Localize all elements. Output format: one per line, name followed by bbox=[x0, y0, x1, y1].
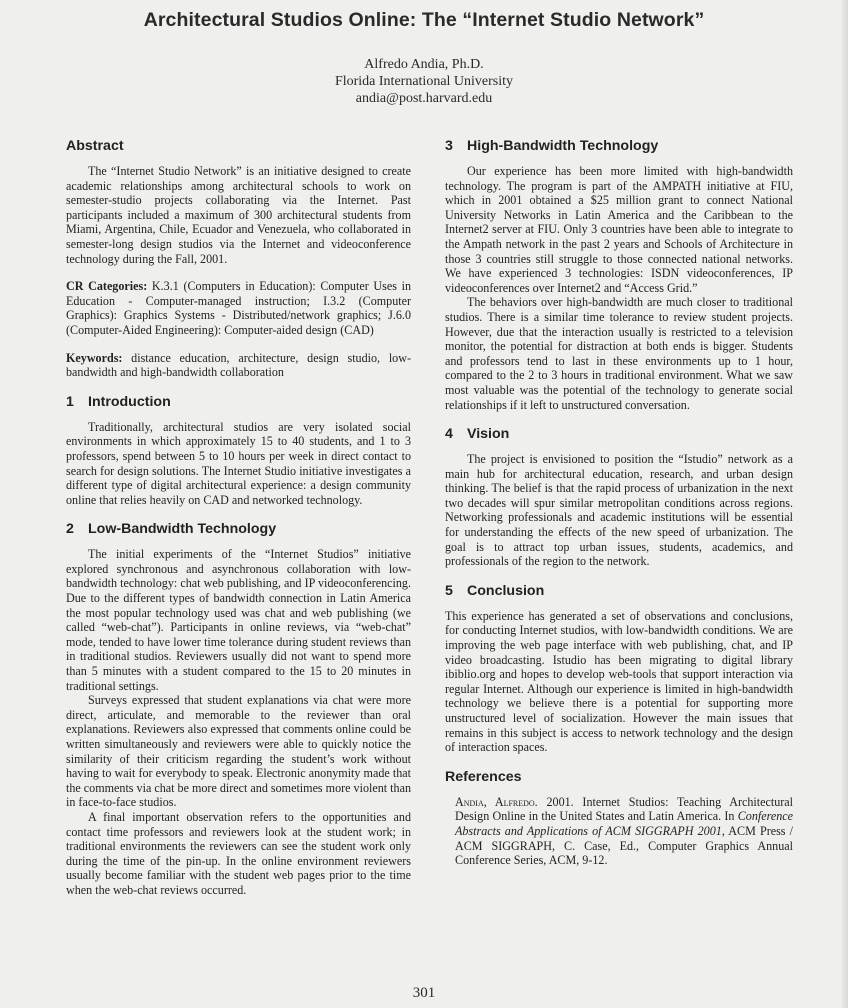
paper-title: Architectural Studios Online: The “Internet Studio Network” bbox=[143, 9, 705, 31]
reference-entry bbox=[445, 795, 793, 868]
section-heading-introduction bbox=[66, 393, 411, 411]
author-affiliation: Florida International University bbox=[334, 74, 514, 89]
abstract-heading: Abstract bbox=[66, 138, 124, 154]
low-bandwidth-paragraph-1: The initial experiments of the “Internet Studios” initiative explored synchronous and asynchronous collaboration with low-bandwidth technology: chat web publishing, and IP videoconferencing. Due to the different types of bandwidth connection in Latin America the most popular technology used was chat and web publishing (we called “web-chat”). Participants in online reviews, via “web-chat” mode, tended to have lower time tolerance during student reviews than in traditional studios. Reviewers usually did not want to spend more than 5 minutes with a student compared to the 15 to 20 minutes in traditional settings. bbox=[66, 547, 411, 693]
author-email: andia@post.harvard.edu bbox=[355, 91, 493, 106]
section-number: 5 bbox=[445, 582, 453, 599]
conclusion-paragraph: This experience has generated a set of observations and conclusions, for conducting Internet studios, with low-bandwidth conditions. We are improving the web page interface with web publishing, chat, and IP video broadcasting. Istudio has been migrating to digital library ibiblio.org and hopes to develop web-tools that support interaction via regular Internet. Although our experience is limited in high-bandwidth technology we believe there is a potential for supporting more unstructured level of socialization. However the main issues that remains in this subject is access to network technology and the design of interaction spaces. bbox=[445, 608, 793, 755]
section-title: High-Bandwidth Technology bbox=[467, 138, 659, 154]
page-edge-shadow bbox=[842, 0, 848, 1008]
abstract-text: The “Internet Studio Network” is an initiative designed to create academic relationships among architectural schools to work on semester-studio projects collaborating via the Internet. Past participants included a maximum of 300 architectural students from Miami, Argentina, Chile, Ecuador and Venezuela, who collaborated in semester-long design studios via the Internet and videoconference technology during the Fall, 2001. bbox=[66, 164, 411, 266]
section-number: 1 bbox=[66, 393, 74, 410]
low-bandwidth-paragraph-2: Surveys expressed that student explanations via chat were more direct, articulate, and memorable to the reviewer than oral explanations. Reviewers also expressed that comments online could be written simultaneously and reviewers were able to quickly notice the similarity of their criticism regarding the student’s work without having to wait for everybody to speak. Electronic anonymity made that the comments via chat be more direct and sometimes more violent than in face-to-face studios. bbox=[66, 693, 411, 810]
section-number: 4 bbox=[445, 426, 453, 443]
section-heading-vision bbox=[445, 425, 793, 443]
section-title: Introduction bbox=[88, 393, 171, 410]
section-heading-conclusion bbox=[445, 582, 793, 600]
section-title: Vision bbox=[467, 426, 510, 443]
reference-author: Andia, Alfredo. bbox=[455, 794, 538, 809]
author-block bbox=[0, 56, 848, 107]
high-bandwidth-paragraph-2: The behaviors over high-bandwidth are much closer to traditional studios. There is a similar time tolerance to review student projects. However, due that the interaction usually is restricted to a television monitor, the potential for distraction at both ends is bigger. Students and professors tend to last in these environments up to 1 hour, compared to the 2 to 3 hours in traditional environment. What we saw most valuable was the potential of the technology to generate social relationships if it left to unstructured conversation. bbox=[445, 295, 793, 412]
intro-paragraph: Traditionally, architectural studios are very isolated social environments in which approximately 15 to 40 students, and 1 to 3 professors, spend between 5 to 10 hours per week in direct contact to search for design solutions. The Internet Studio initiative investigates a different type of digital architectural experience: a design community online that relies heavily on CAD and networked technology. bbox=[66, 419, 411, 507]
section-heading-low-bandwidth bbox=[66, 520, 411, 538]
vision-paragraph: The project is envisioned to position the “Istudio” network as a main hub for architectural education, research, and urban design thinking. The belief is that the rapid process of urbanization in the next two decades will spur similar metropolitan conditions across regions. Networking professionals and academic institutions will be essential for understanding the effects of the new speed of urbanization. The goal is to attract top urban issues, students, academics, and professionals of the region to the network. bbox=[445, 452, 793, 569]
left-column bbox=[66, 137, 411, 898]
author-name: Alfredo Andia, Ph.D. bbox=[364, 57, 484, 72]
cr-categories bbox=[66, 279, 411, 337]
reference-text-1: 2001. Internet Studios: Teaching Architectural Design Online in the United States and Latin America. In bbox=[455, 794, 794, 824]
section-heading-high-bandwidth bbox=[445, 137, 793, 155]
keywords bbox=[66, 351, 411, 380]
keywords-label: Keywords: bbox=[66, 350, 123, 365]
section-number: 3 bbox=[445, 138, 453, 154]
keywords-text: distance education, architecture, design studio, low-bandwidth and high-bandwidth collaboration bbox=[66, 350, 411, 380]
reference-venue: Conference Abstracts and Applications of ACM SIGGRAPH 2001 bbox=[455, 809, 793, 838]
right-column bbox=[445, 137, 793, 868]
cr-label: CR Categories: bbox=[66, 279, 148, 294]
section-number: 2 bbox=[66, 521, 74, 538]
page-number: 301 bbox=[412, 985, 436, 1001]
reference-text-2: , ACM Press / ACM SIGGRAPH, C. Case, Ed., Computer Graphics Annual Conference Series, ACM, 9-12. bbox=[455, 823, 793, 868]
references-heading: References bbox=[445, 768, 522, 785]
low-bandwidth-paragraph-3: A final important observation refers to the opportunities and contact time professors and reviewers look at the student work; in traditional environments the reviewers can see the student work only during the time of the pin-up. In the online environment reviewers usually become familiar with the student web pages prior to the time when the web-chat reviews occurred. bbox=[66, 809, 411, 897]
high-bandwidth-paragraph-1: Our experience has been more limited with high-bandwidth technology. The program is part of the AMPATH initiative at FIU, which in 2001 obtained a $25 million grant to connect National University Networks in Latin America and the Caribbean to the Internet2 server at FIU. Only 3 countries have been able to integrate to the Ampath network in the past 2 years and Schools of Architecture in those 3 countries still struggle to those connected national networks. We have experienced 3 technologies: ISDN videoconferences, IP videoconferences over Internet2 and “Access Grid.” bbox=[445, 164, 793, 295]
section-title: Conclusion bbox=[467, 582, 545, 599]
cr-text: K.3.1 (Computers in Education): Computer Uses in Education - Computer-managed instruction; I.3.2 (Computer Graphics): Graphics Systems - Distributed/network graphics; J.6.0 (Computer-Aided Engineering): Computer-aided design (CAD) bbox=[66, 279, 411, 337]
section-title: Low-Bandwidth Technology bbox=[88, 521, 277, 538]
